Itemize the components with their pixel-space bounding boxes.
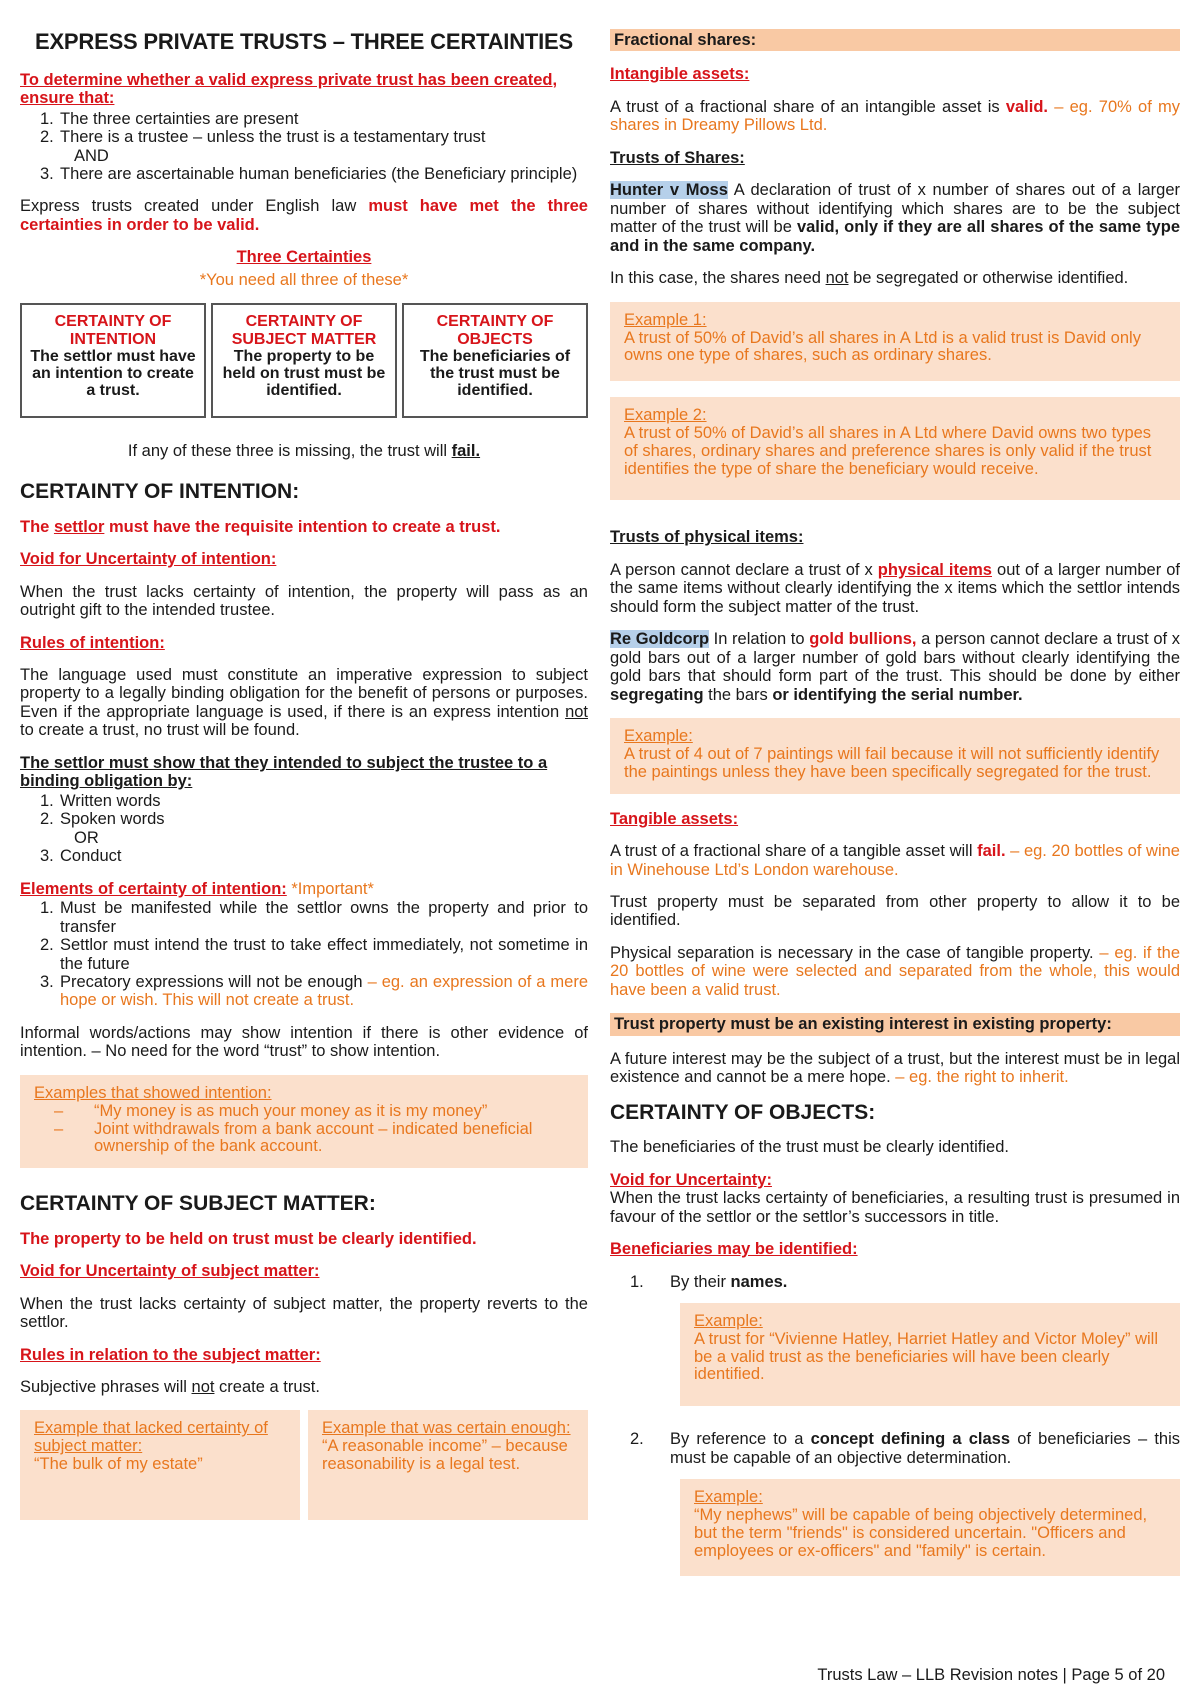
intention-void-text: When the trust lacks certainty of intention, the property will pass as an outright gift to the intended trustee. bbox=[20, 582, 588, 620]
intro-list bbox=[20, 110, 588, 184]
separated-text: Trust property must be separated from other property to allow it to be identified. bbox=[610, 892, 1180, 930]
subject-examples bbox=[20, 1410, 588, 1536]
goldcorp-text: Re Goldcorp In relation to gold bullions, a person cannot declare a trust of x gold bars out of a larger number of gold bars without clearly identifying the gold bars that should form part of the trust. This should be done by either segregating the bars or identifying the serial number. bbox=[610, 630, 1180, 704]
intention-heading: CERTAINTY OF INTENTION: bbox=[20, 480, 300, 504]
objects-ident-heading: Beneficiaries may be identified: bbox=[610, 1240, 858, 1259]
subject-void-text: When the trust lacks certainty of subject matter, the property reverts to the settlor. bbox=[20, 1294, 588, 1332]
list-item: 1. By their names. bbox=[630, 1272, 788, 1291]
intention-rules-heading: Rules of intention: bbox=[20, 633, 165, 652]
list-item: 1. Must be manifested while the settlor owns the property and prior to transfer bbox=[40, 899, 588, 936]
certainty-box-objects: CERTAINTY OF OBJECTS The beneficiaries of the trust must be identified. bbox=[402, 303, 588, 417]
list-item: – “My money is as much your money as it is my money” bbox=[54, 1101, 488, 1120]
list-item: 3. Precatory expressions will not be enough – eg. an expression of a mere hope or wish. This will not create a trust. bbox=[40, 973, 589, 1010]
elements-list bbox=[20, 899, 588, 1010]
list-item: 3. Conduct bbox=[40, 847, 122, 866]
page-footer: Trusts Law – LLB Revision notes | Page 5 of 20 bbox=[817, 1665, 1165, 1684]
intention-show-heading: The settlor must show that they intended to subject the trustee to a binding obligation by: bbox=[20, 753, 548, 791]
and-label: AND bbox=[74, 146, 109, 165]
physical-separation-text: Physical separation is necessary in the case of tangible property. – eg. if the 20 bottles of wine were selected and separated from the whole, this would have been a valid trust. bbox=[610, 943, 1180, 999]
intention-void-heading: Void for Uncertainty of intention: bbox=[20, 550, 277, 569]
paintings-example: Example: A trust of 4 out of 7 paintings will fail because it will not sufficiently identify the paintings unless they have been specifically segregated for the trust. bbox=[610, 718, 1180, 793]
certainty-box-intention: CERTAINTY OF INTENTION The settlor must have an intention to create a trust. bbox=[20, 303, 206, 417]
objects-void-text: When the trust lacks certainty of beneficiaries, a resulting trust is presumed in favour of the settlor or the settlor’s successors in title. bbox=[610, 1189, 1180, 1226]
subject-lead: The property to be held on trust must be clearly identified. bbox=[20, 1229, 477, 1248]
shares-heading: Trusts of Shares: bbox=[610, 148, 745, 167]
class-example: Example: “My nephews” will be capable of being objectively determined, but the term "friends" is considered uncertain. "Officers and employees or ex-officers" and "family" is certain. bbox=[680, 1479, 1180, 1576]
objects-heading: CERTAINTY OF OBJECTS: bbox=[610, 1100, 876, 1124]
tangible-text: A trust of a fractional share of a tangible asset will fail. – eg. 20 bottles of wine in Winehouse Ltd’s London warehouse. bbox=[610, 842, 1180, 879]
list-item: 1. Written words bbox=[40, 791, 161, 810]
intangible-heading: Intangible assets: bbox=[610, 65, 750, 84]
hunter-text: Hunter v Moss A declaration of trust of x number of shares out of a larger number of shares without identifying which shares are to be the subject matter of the trust will be valid, only if they are all shares of the same type and in the same company. bbox=[610, 181, 1180, 255]
subject-rules-heading: Rules in relation to the subject matter: bbox=[20, 1345, 321, 1364]
example-certain-note: Example that was certain enough: “A reasonable income” – because reasonability is a legal test. bbox=[308, 1410, 588, 1520]
intention-rules-text: The language used must constitute an imperative expression to subject property to a legally binding obligation for the benefit of persons or purposes. Even if the appropriate language is used, if there is an express intention not to create a trust, no trust will be found. bbox=[20, 665, 588, 740]
list-item: 2. Settlor must intend the trust to take effect immediately, not sometime in the future bbox=[40, 936, 588, 973]
physical-text: A person cannot declare a trust of x physical items out of a larger number of the same items without clearly identifying the x items which the settlor intends should form the subject matter of the trust. bbox=[610, 560, 1180, 616]
objects-lead: The beneficiaries of the trust must be clearly identified. bbox=[610, 1138, 1009, 1157]
physical-heading: Trusts of physical items: bbox=[610, 528, 804, 547]
objects-void-heading: Void for Uncertainty: bbox=[610, 1170, 772, 1189]
three-certainties-heading: Three Certainties bbox=[236, 248, 372, 267]
missing-text: If any of these three is missing, the trust will fail. bbox=[127, 441, 481, 460]
intangible-text: A trust of a fractional share of an intangible asset is valid. – eg. 70% of my shares in Dreamy Pillows Ltd. bbox=[610, 97, 1180, 135]
list-item: 1. The three certainties are present bbox=[40, 109, 299, 128]
list-item: 2. By reference to a concept defining a class of beneficiaries – this must be capable of an objective determination. bbox=[630, 1430, 1181, 1467]
fractional-bar: Fractional shares: bbox=[610, 29, 1180, 51]
shares-example-1: Example 1: A trust of 50% of David’s all shares in A Ltd is a valid trust is David only owns one type of shares, such as ordinary shares. bbox=[610, 302, 1180, 381]
informal-text: Informal words/actions may show intention if there is other evidence of intention. – No need for the word “trust” to show intention. bbox=[20, 1023, 588, 1061]
subject-void-heading: Void for Uncertainty of subject matter: bbox=[20, 1262, 320, 1281]
intention-lead: The settlor must have the requisite intention to create a trust. bbox=[20, 517, 501, 536]
list-item: 2. Spoken words bbox=[40, 810, 165, 829]
subjective-text: Subjective phrases will not create a trust. bbox=[20, 1377, 320, 1396]
example-lacked-note: Example that lacked certainty of subject matter: “The bulk of my estate” bbox=[20, 1410, 300, 1520]
three-certainties-sub: *You need all three of these* bbox=[199, 270, 409, 289]
certainty-box-subject: CERTAINTY OF SUBJECT MATTER The property to be held on trust must be identified. bbox=[211, 303, 397, 417]
examples-intention-note: Examples that showed intention: – “My money is as much your money as it is my money” – Joint withdrawals from a bank account – indicated beneficial ownership of the bank account. bbox=[20, 1075, 588, 1168]
list-item: 2. There is a trustee – unless the trust is a testamentary trust bbox=[40, 128, 486, 147]
objects-list-1 bbox=[610, 1273, 1180, 1291]
list-item: – Joint withdrawals from a bank account – indicated beneficial ownership of the bank account. bbox=[54, 1119, 533, 1156]
shares-example-2: Example 2: A trust of 50% of David’s all shares in A Ltd where David owns two types of shares, ordinary shares and preference shares is only valid if the trust identifies the type of share the beneficiary would receive. bbox=[610, 397, 1180, 500]
page-title: EXPRESS PRIVATE TRUSTS – THREE CERTAINTIES bbox=[34, 29, 573, 54]
left-column bbox=[20, 26, 588, 1536]
or-label: OR bbox=[74, 828, 99, 847]
segregated-text: In this case, the shares need not be segregated or otherwise identified. bbox=[610, 269, 1129, 288]
existing-bar: Trust property must be an existing interest in existing property: bbox=[610, 1013, 1180, 1035]
list-item: 3. There are ascertainable human beneficiaries (the Beneficiary principle) bbox=[40, 164, 578, 183]
intention-show-list bbox=[20, 792, 588, 866]
intro-heading: To determine whether a valid express private trust has been created, ensure that: bbox=[20, 70, 558, 108]
objects-list-2 bbox=[610, 1430, 1180, 1467]
elements-heading: Elements of certainty of intention: *Important* bbox=[20, 879, 374, 898]
tangible-heading: Tangible assets: bbox=[610, 809, 739, 828]
express-paragraph: Express trusts created under English law must have met the three certainties in order to be valid. bbox=[20, 197, 588, 234]
right-column bbox=[610, 26, 1180, 1592]
names-example: Example: A trust for “Vivienne Hatley, Harriet Hatley and Victor Moley” will be a valid trust as the beneficiaries will have been clearly identified. bbox=[680, 1303, 1180, 1406]
existing-text: A future interest may be the subject of a trust, but the interest must be in legal existence and cannot be a mere hope. – eg. the right to inherit. bbox=[610, 1049, 1180, 1087]
subject-heading: CERTAINTY OF SUBJECT MATTER: bbox=[20, 1192, 376, 1216]
certainty-boxes bbox=[20, 303, 588, 417]
